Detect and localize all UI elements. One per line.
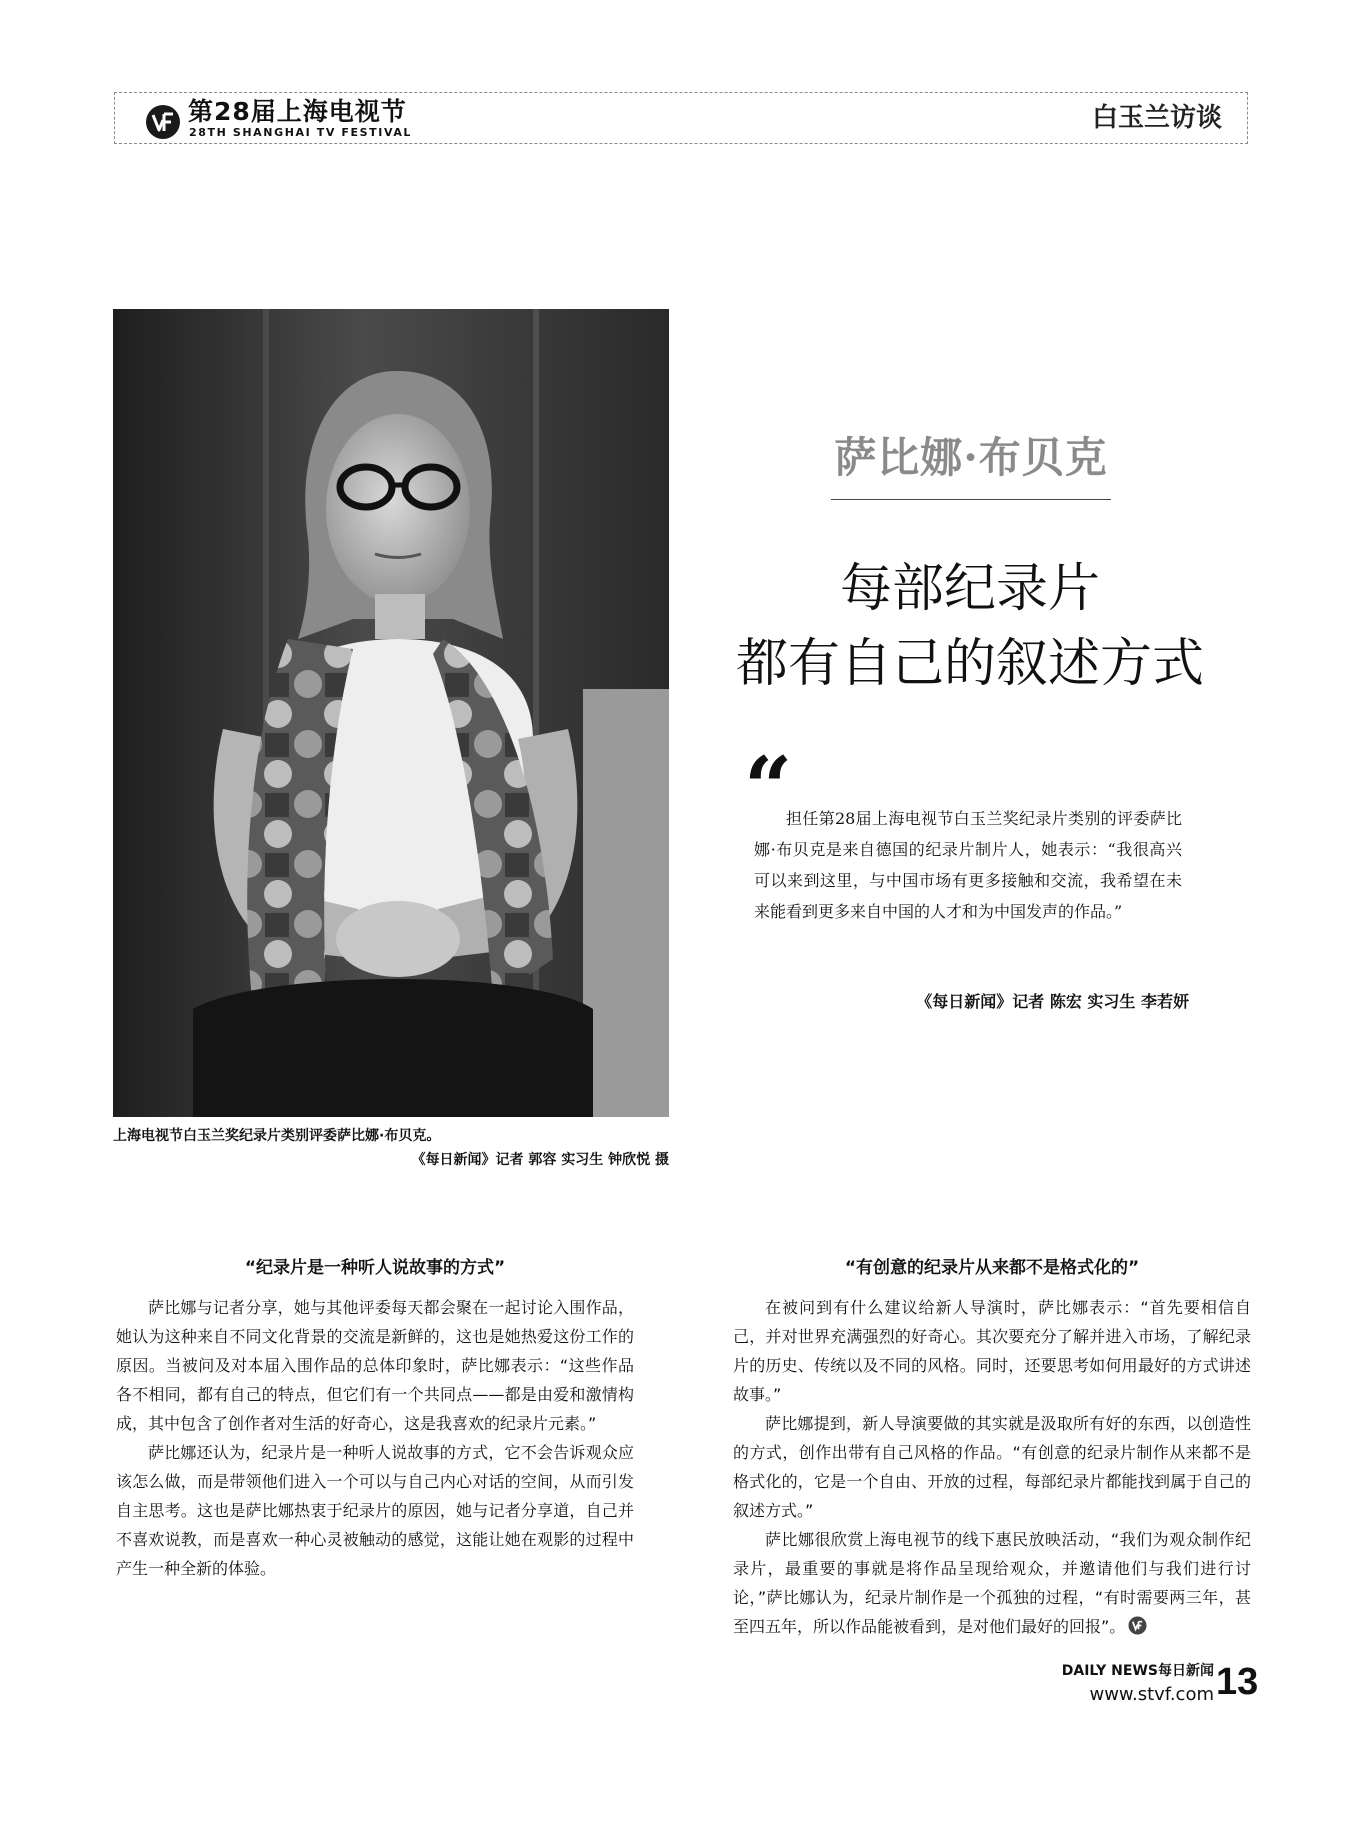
article-column-right xyxy=(733,1256,1251,1641)
photo-caption: 上海电视节白玉兰奖纪录片类别评委萨比娜·布贝克。 xyxy=(113,1128,441,1144)
stvf-logo-icon xyxy=(145,104,181,140)
article-headline xyxy=(680,552,1260,702)
page-number: 13 xyxy=(1216,1661,1259,1703)
body-paragraph: 萨比娜与记者分享，她与其他评委每天都会聚在一起讨论入围作品，她认为这种来自不同文化背景的交流是新鲜的，这也是她热爱这份工作的原因。当被问及对本届入围作品的总体印象时，萨比娜表示：“这些作品各不相同，都有自己的特点，但它们有一个共同点——都是由爱和激情构成，其中包含了创作者对生活的好奇心，这是我喜欢的纪录片元素。” xyxy=(116,1298,634,1433)
article-intro: 担任第28届上海电视节白玉兰奖纪录片类别的评委萨比娜·布贝克是来自德国的纪录片制片人，她表示：“我很高兴可以来到这里，与中国市场有更多接触和交流，我希望在未来能看到更多来自中国的人才和为中国发声的作品。” xyxy=(754,809,1182,921)
page-header xyxy=(114,92,1248,144)
festival-title-cn: 第28届上海电视节 xyxy=(188,97,407,126)
section-tag: 白玉兰访谈 xyxy=(1091,103,1222,133)
body-paragraph-last xyxy=(733,1525,1251,1641)
interviewee-name: 萨比娜·布贝克 xyxy=(834,433,1108,482)
section-heading: “纪录片是一种听人说故事的方式” xyxy=(244,1258,506,1278)
headline-line-1: 每部纪录片 xyxy=(839,559,1100,619)
headline-line-2: 都有自己的叙述方式 xyxy=(735,634,1204,694)
portrait-illustration xyxy=(113,309,669,1117)
article-column-left xyxy=(116,1256,634,1583)
portrait-photo xyxy=(113,309,669,1117)
end-of-article-icon xyxy=(1128,1616,1147,1635)
section-heading: “有创意的纪录片从来都不是格式化的” xyxy=(844,1258,1140,1278)
body-paragraph-text: 萨比娜很欣赏上海电视节的线下惠民放映活动，“我们为观众制作纪录片，最重要的事就是将作品呈现给观众，并邀请他们与我们进行讨论，”萨比娜认为，纪录片制作是一个孤独的过程，“有时需要两三年，甚至四五年，所以作品能被看到，是对他们最好的回报”。 xyxy=(733,1530,1251,1636)
festival-title-en: 28TH SHANGHAI TV FESTIVAL xyxy=(189,126,413,139)
body-paragraph: 在被问到有什么建议给新人导演时，萨比娜表示：“首先要相信自己，并对世界充满强烈的好奇心。其次要充分了解并进入市场，了解纪录片的历史、传统以及不同的风格。同时，还要思考如何用最好的方式讲述故事。” xyxy=(733,1298,1251,1404)
footer-brand: DAILY NEWS每日新闻 xyxy=(1061,1663,1214,1679)
quote-mark-icon: “ xyxy=(744,738,793,837)
photo-credit: 《每日新闻》记者 郭容 实习生 钟欣悦 摄 xyxy=(411,1152,669,1168)
body-paragraph: 萨比娜提到，新人导演要做的其实就是汲取所有好的东西，以创造性的方式，创作出带有自己风格的作品。“有创意的纪录片制作从来都不是格式化的，它是一个自由、开放的过程，每部纪录片都能找到属于自己的叙述方式。” xyxy=(733,1414,1251,1520)
body-paragraph: 萨比娜还认为，纪录片是一种听人说故事的方式，它不会告诉观众应该怎么做，而是带领他们进入一个可以与自己内心对话的空间，从而引发自主思考。这也是萨比娜热衷于纪录片的原因，她与记者分享道，自己并不喜欢说教，而是喜欢一种心灵被触动的感觉，这能让她在观影的过程中产生一种全新的体验。 xyxy=(116,1443,634,1578)
reporter-byline: 《每日新闻》记者 陈宏 实习生 李若妍 xyxy=(916,992,1189,1011)
footer-url[interactable]: www.stvf.com xyxy=(1089,1684,1214,1705)
name-divider xyxy=(831,499,1111,500)
